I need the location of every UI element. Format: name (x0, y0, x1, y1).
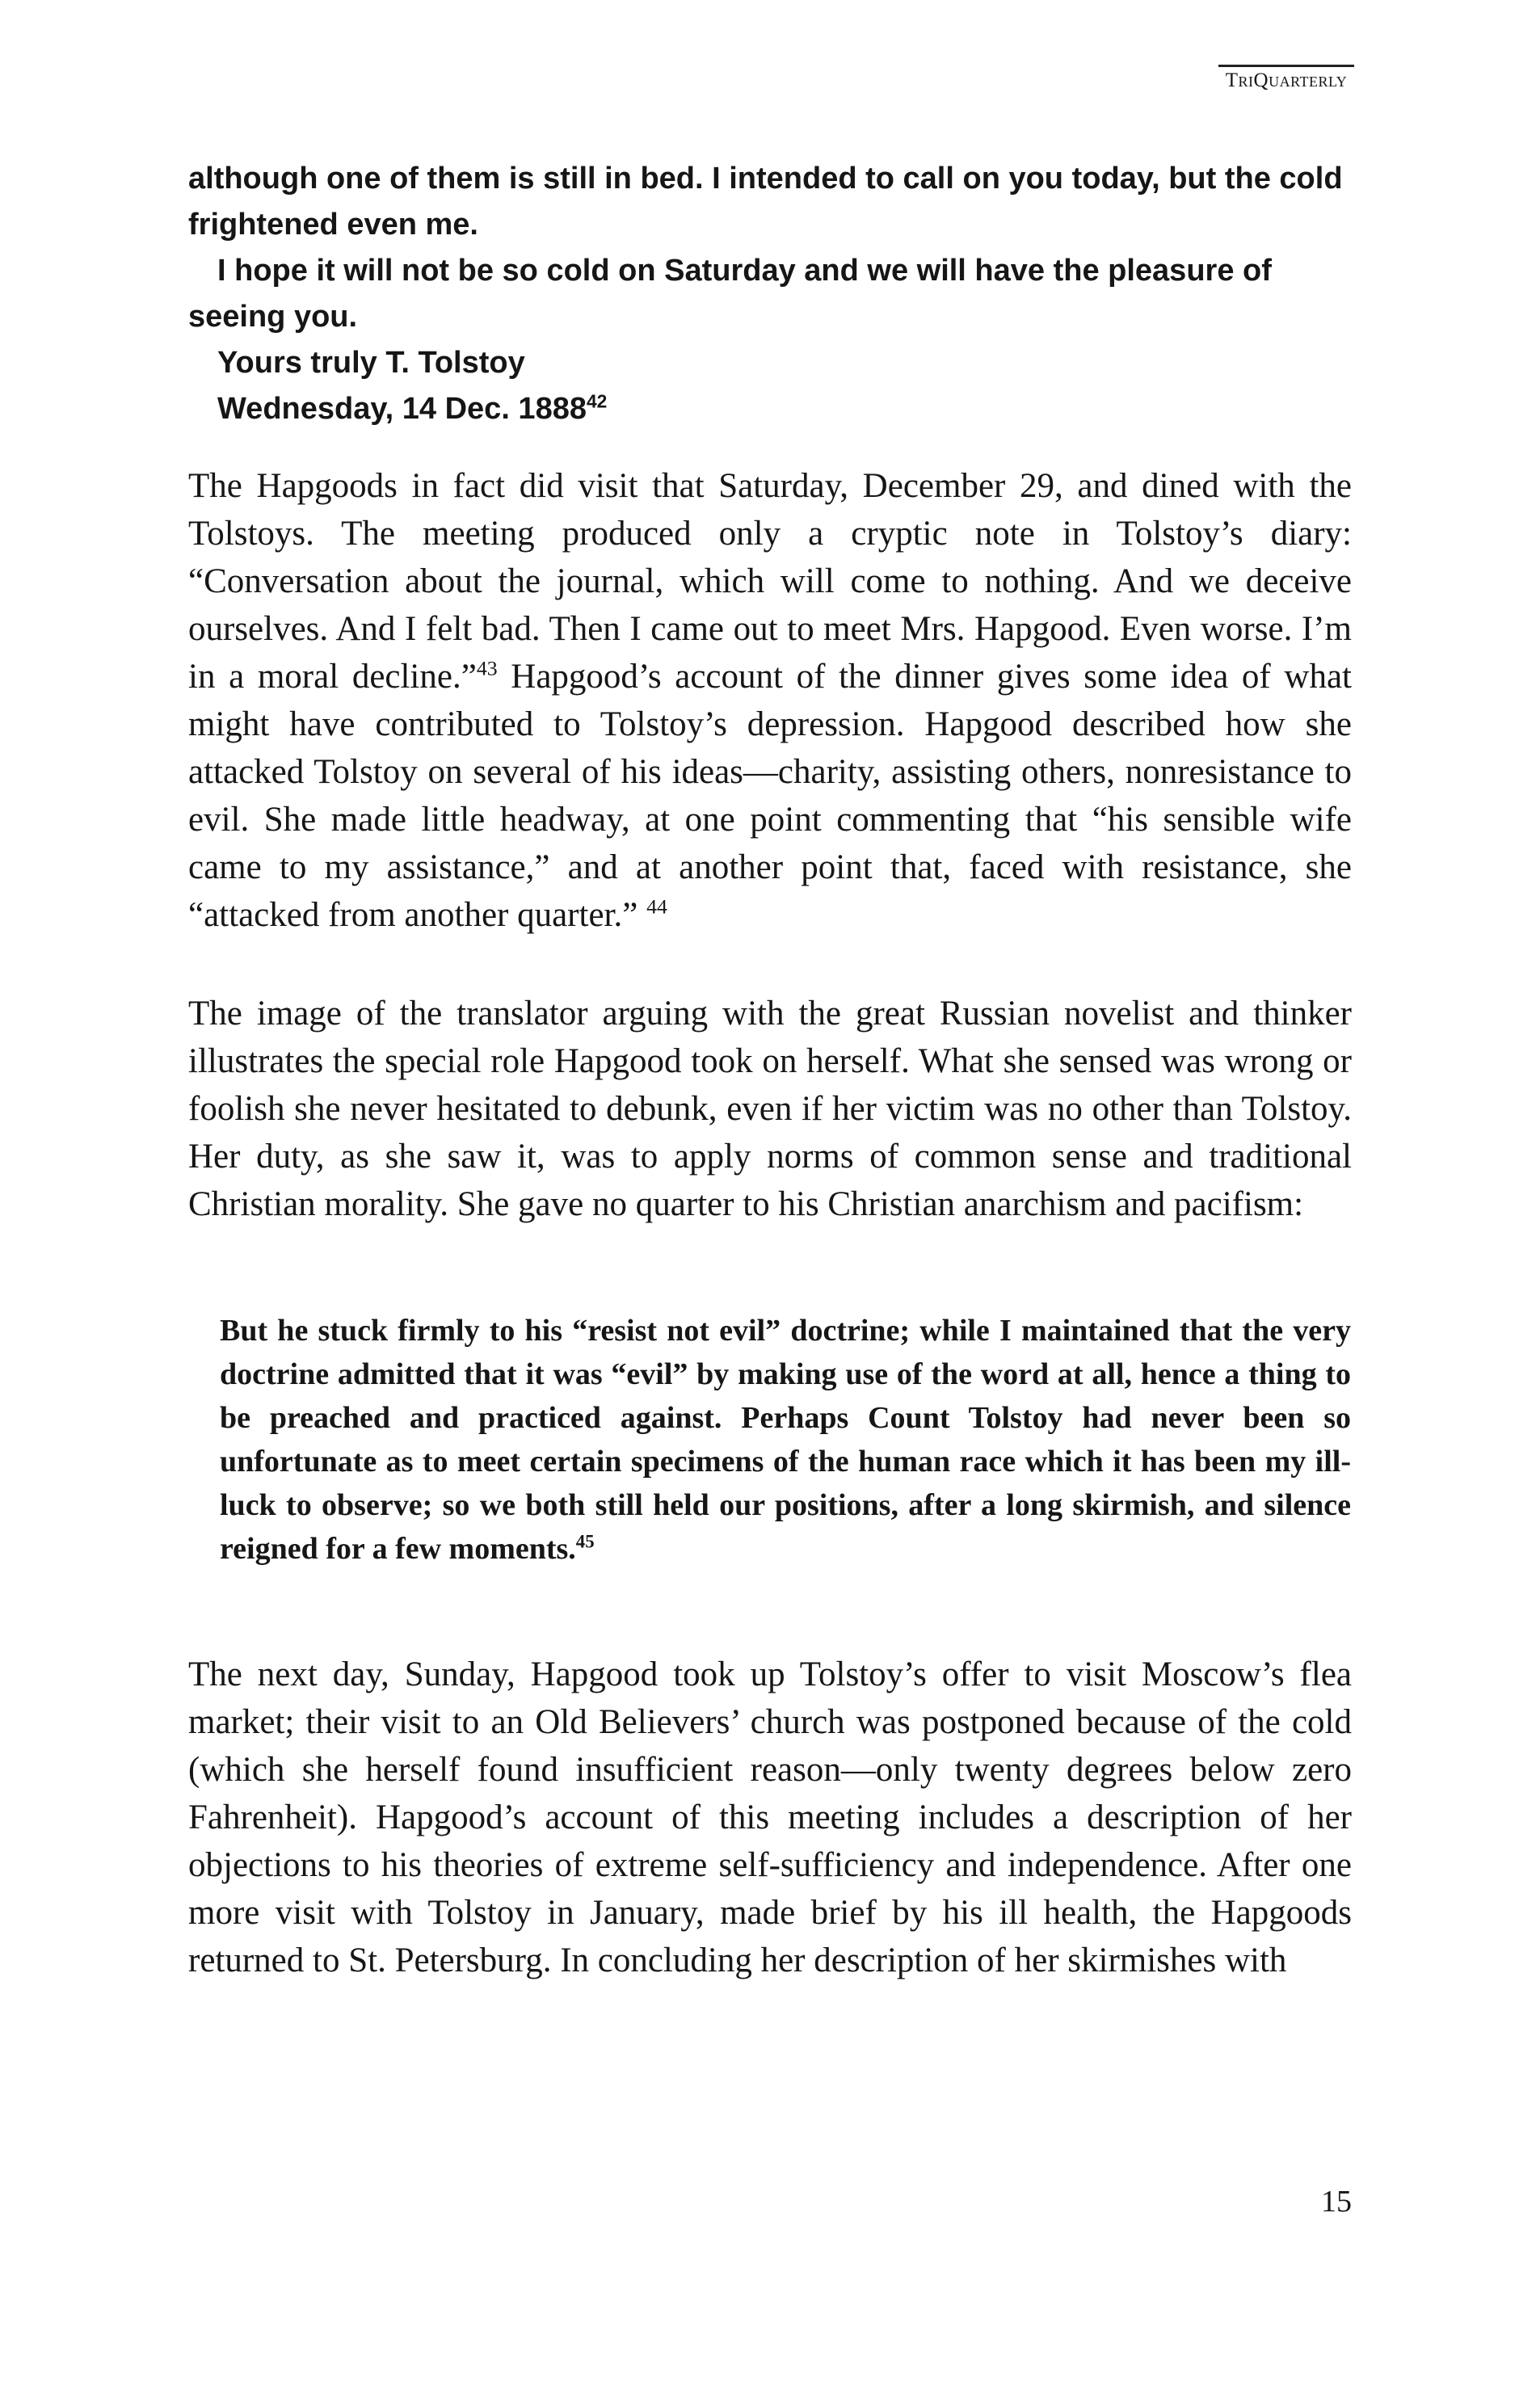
footnote-marker: 45 (575, 1531, 595, 1552)
footnote-marker: 44 (646, 894, 667, 919)
footnote-marker: 43 (476, 656, 498, 680)
quote-text: But he stuck firmly to his “resist not evil” doctrine; while I maintained that the very doctrine admitted that it was “evil” by making use of the word at all, hence a thing to be preached and practiced against. Perhaps Count Tolstoy had never been so unfortunate as to meet certain specimens of the human race which it has been my ill-luck to observe; so we both still held our positions, after a long skirmish, and silence reigned for a few moments. (220, 1314, 1351, 1566)
header-rule (1218, 65, 1354, 67)
letter-excerpt (188, 156, 1352, 432)
body-paragraph-3 (188, 1651, 1352, 1984)
letter-line-2: I hope it will not be so cold on Saturday and we will have the pleasure of seeing you. (188, 254, 1272, 334)
paragraph-text: The next day, Sunday, Hapgood took up Tolstoy’s offer to visit Moscow’s flea market; their visit to an Old Believers’ church was postponed because of the cold (which she herself found insufficient reason—only twenty degrees below zero Fahrenheit). Hapgood’s account of this meeting includes a description of her objections to his theories of extreme self-sufficiency and independence. After one more visit with Tolstoy in January, made brief by his ill health, the Hapgoods returned to St. Petersburg. In concluding her description of her skirmishes with (188, 1655, 1352, 1979)
letter-signature: Yours truly T. Tolstoy (217, 346, 525, 380)
letter-date (188, 386, 1352, 432)
paragraph-text: Hapgood’s account of the dinner gives some idea of what might have contributed to Tolstoy’s depression. Hapgood described how she attacked Tolstoy on several of his ideas—charity, assisting others, nonresistance to evil. She made little headway, at one point commenting that “his sensible wife came to my assistance,” and at another point that, faced with resistance, she “attacked from another quarter.” (188, 658, 1353, 934)
letter-date-text: Wednesday, 14 Dec. 1888 (217, 392, 587, 426)
block-quote (220, 1309, 1351, 1571)
footnote-marker: 42 (586, 390, 608, 412)
running-header: TriQuarterly (1225, 69, 1348, 91)
paragraph-text: The Hapgoods in fact did visit that Saturday, December 29, and dined with the Tolstoys. The meeting produced only a cryptic note in Tolstoy’s diary: “Conversation about the journal, which will come to nothing. And we deceive ourselves. And I felt bad. Then I came out to meet Mrs. Hapgood. Even worse. I’m in a moral decline.” (188, 467, 1352, 696)
page-number: 15 (1321, 2185, 1352, 2219)
letter-line-1: although one of them is still in bed. I intended to call on you today, but the cold frightened even me. (188, 162, 1343, 242)
body-paragraph-2 (188, 990, 1352, 1228)
body-paragraph-1 (188, 462, 1352, 939)
paragraph-text: The image of the translator arguing with the great Russian novelist and thinker illustrates the special role Hapgood took on herself. What she sensed was wrong or foolish she never hesitated to debunk, even if her victim was no other than Tolstoy. Her duty, as she saw it, was to apply norms of common sense and traditional Christian morality. She gave no quarter to his Christian anarchism and pacifism: (188, 995, 1352, 1223)
